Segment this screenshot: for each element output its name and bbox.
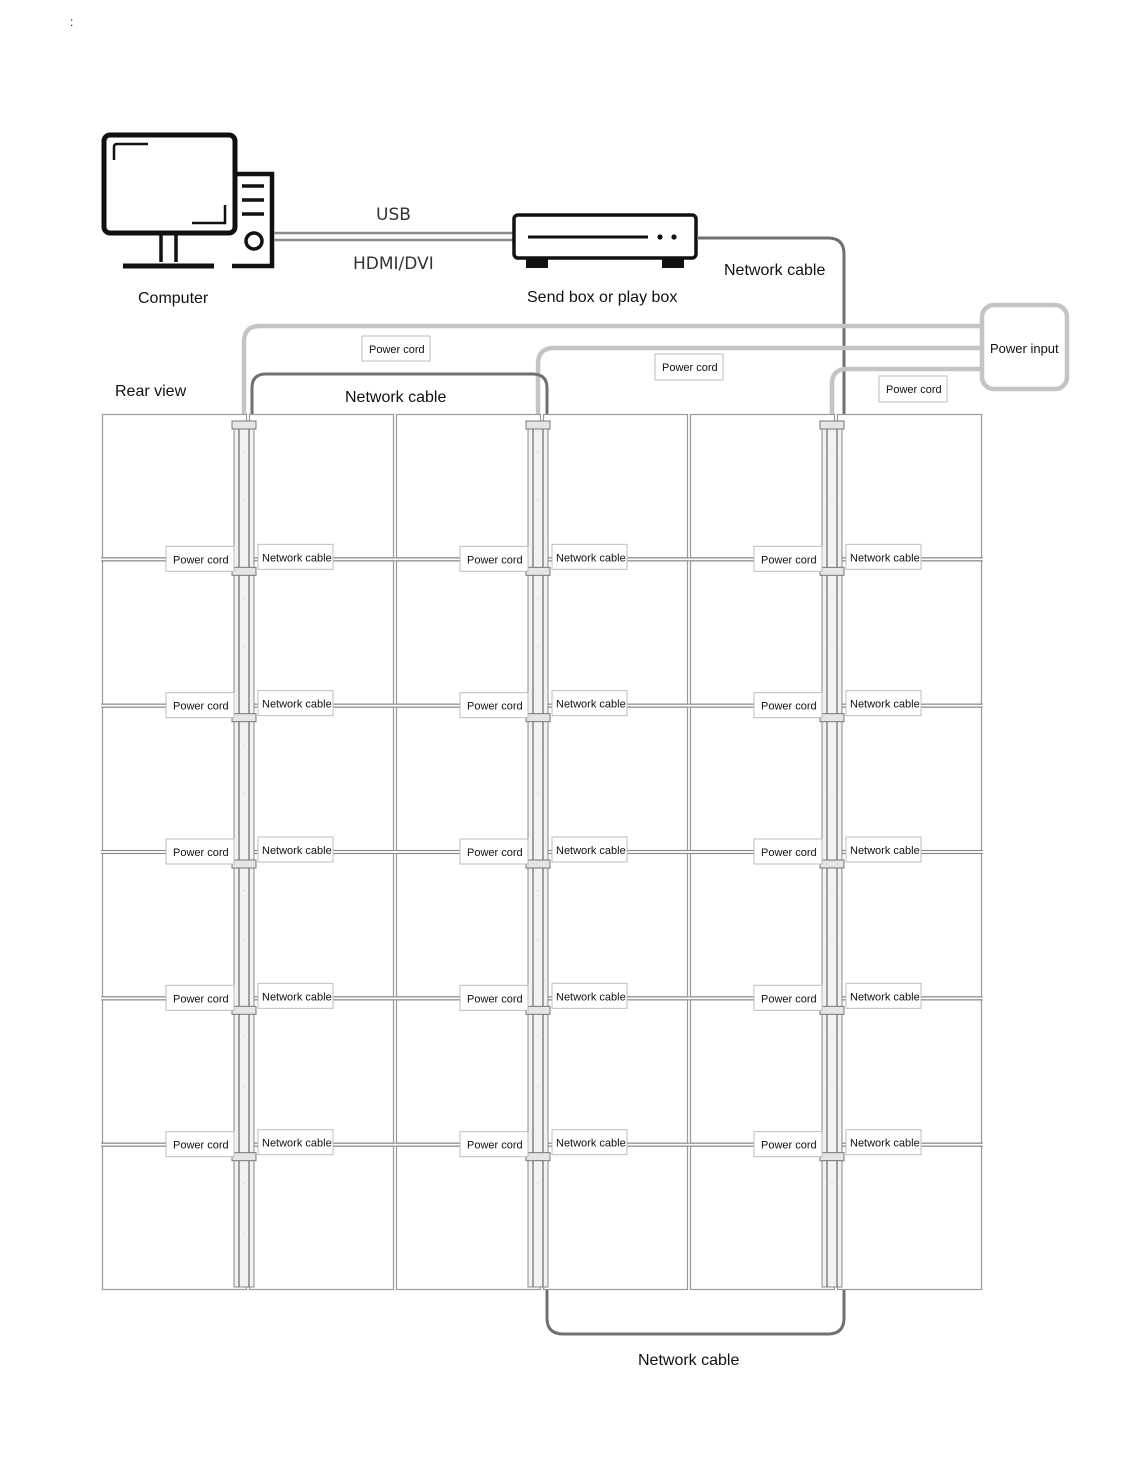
power-cord-label: Power cord — [173, 1139, 229, 1152]
connector — [526, 1006, 550, 1014]
led-panel — [691, 707, 835, 850]
network-cable-label: Network cable — [262, 1137, 332, 1150]
connector — [526, 860, 550, 868]
computer-icon — [104, 135, 272, 266]
network-cable-label: Network cable — [556, 991, 626, 1004]
led-panel — [397, 561, 541, 704]
connector — [232, 1153, 256, 1161]
network-cable-label-bottom-loop: Network cable — [638, 1352, 740, 1369]
led-panel — [544, 561, 688, 704]
power-cord-label: Power cord — [761, 554, 817, 567]
power-cord-label: Power cord — [173, 993, 229, 1006]
connector — [820, 567, 844, 575]
led-panel — [544, 1146, 688, 1289]
led-panel — [250, 1146, 394, 1289]
network-cable-label: Network cable — [850, 552, 920, 565]
network-cable-label: Network cable — [556, 1137, 626, 1150]
power-cord-label: Power cord — [761, 1139, 817, 1152]
power-cord-label: Power cord — [467, 847, 523, 859]
power-cord-label: Power cord — [173, 700, 229, 713]
power-cord-label: Power cord — [467, 1139, 523, 1152]
led-panel — [250, 415, 394, 558]
power-cord-label: Power cord — [761, 993, 817, 1006]
power-cord-label: Power cord — [173, 847, 229, 859]
connector — [820, 714, 844, 722]
send-box-label: Send box or play box — [527, 289, 678, 306]
led-panel — [397, 1146, 541, 1289]
hdmi-dvi-label: HDMI/DVI — [353, 254, 434, 274]
led-panel — [250, 1000, 394, 1143]
led-panel — [838, 1000, 982, 1143]
led-panel — [691, 1000, 835, 1143]
led-panel — [250, 561, 394, 704]
led-panel — [838, 707, 982, 850]
led-panel — [544, 415, 688, 558]
power-cord-label-top-3: Power cord — [886, 384, 942, 396]
connector — [232, 421, 256, 429]
network-cable-label: Network cable — [850, 698, 920, 711]
network-cable-label: Network cable — [850, 845, 920, 857]
power-cord-label: Power cord — [467, 993, 523, 1006]
power-cord-label: Power cord — [467, 554, 523, 567]
network-cable-label: Network cable — [556, 845, 626, 857]
network-cable-label-top-right: Network cable — [724, 262, 826, 279]
network-cable-label: Network cable — [556, 552, 626, 565]
led-panel — [544, 707, 688, 850]
connector — [232, 567, 256, 575]
power-cord-label: Power cord — [173, 554, 229, 567]
led-panel — [838, 561, 982, 704]
network-cable-label: Network cable — [850, 1137, 920, 1150]
connector — [820, 1153, 844, 1161]
computer-label: Computer — [138, 290, 209, 307]
led-panel — [397, 415, 541, 558]
network-cable-label: Network cable — [850, 991, 920, 1004]
led-panel — [103, 1000, 247, 1143]
panel-grid — [101, 415, 983, 1290]
connector — [820, 421, 844, 429]
led-panel — [103, 707, 247, 850]
led-panel — [103, 1146, 247, 1289]
usb-hdmi-cable — [274, 233, 516, 240]
led-panel — [691, 415, 835, 558]
led-panel — [397, 854, 541, 997]
led-panel — [397, 707, 541, 850]
usb-label: USB — [376, 205, 411, 225]
led-panel — [838, 415, 982, 558]
led-panel — [691, 1146, 835, 1289]
network-cable-loop-bottom — [547, 1290, 844, 1334]
network-cable-label: Network cable — [262, 698, 332, 711]
connector — [820, 860, 844, 868]
connector — [526, 567, 550, 575]
rear-view-label: Rear view — [115, 383, 187, 400]
connector — [526, 714, 550, 722]
power-cord-label: Power cord — [761, 700, 817, 713]
network-cable-label: Network cable — [262, 845, 332, 857]
led-panel — [838, 854, 982, 997]
led-panel — [544, 1000, 688, 1143]
led-panel — [250, 707, 394, 850]
power-input-label: Power input — [990, 341, 1059, 356]
corner-mark: : — [70, 15, 74, 29]
power-cord-label: Power cord — [761, 847, 817, 859]
led-panel — [838, 1146, 982, 1289]
led-panel — [397, 1000, 541, 1143]
led-panel — [103, 561, 247, 704]
network-cable-label: Network cable — [262, 552, 332, 565]
network-cable-label-top-loop: Network cable — [345, 389, 447, 406]
power-cord-label-top-1: Power cord — [369, 344, 425, 356]
led-panel — [103, 415, 247, 558]
network-cable-label: Network cable — [262, 991, 332, 1004]
led-panel — [103, 854, 247, 997]
connector — [232, 1006, 256, 1014]
connector — [232, 860, 256, 868]
send-box-icon — [514, 215, 696, 268]
power-cord-label-top-2: Power cord — [662, 362, 718, 374]
power-cord-label: Power cord — [467, 700, 523, 713]
led-panel — [544, 854, 688, 997]
led-panel — [691, 854, 835, 997]
connector — [232, 714, 256, 722]
connector — [820, 1006, 844, 1014]
connector — [526, 421, 550, 429]
led-panel — [691, 561, 835, 704]
connector — [526, 1153, 550, 1161]
network-cable-label: Network cable — [556, 698, 626, 711]
led-panel — [250, 854, 394, 997]
